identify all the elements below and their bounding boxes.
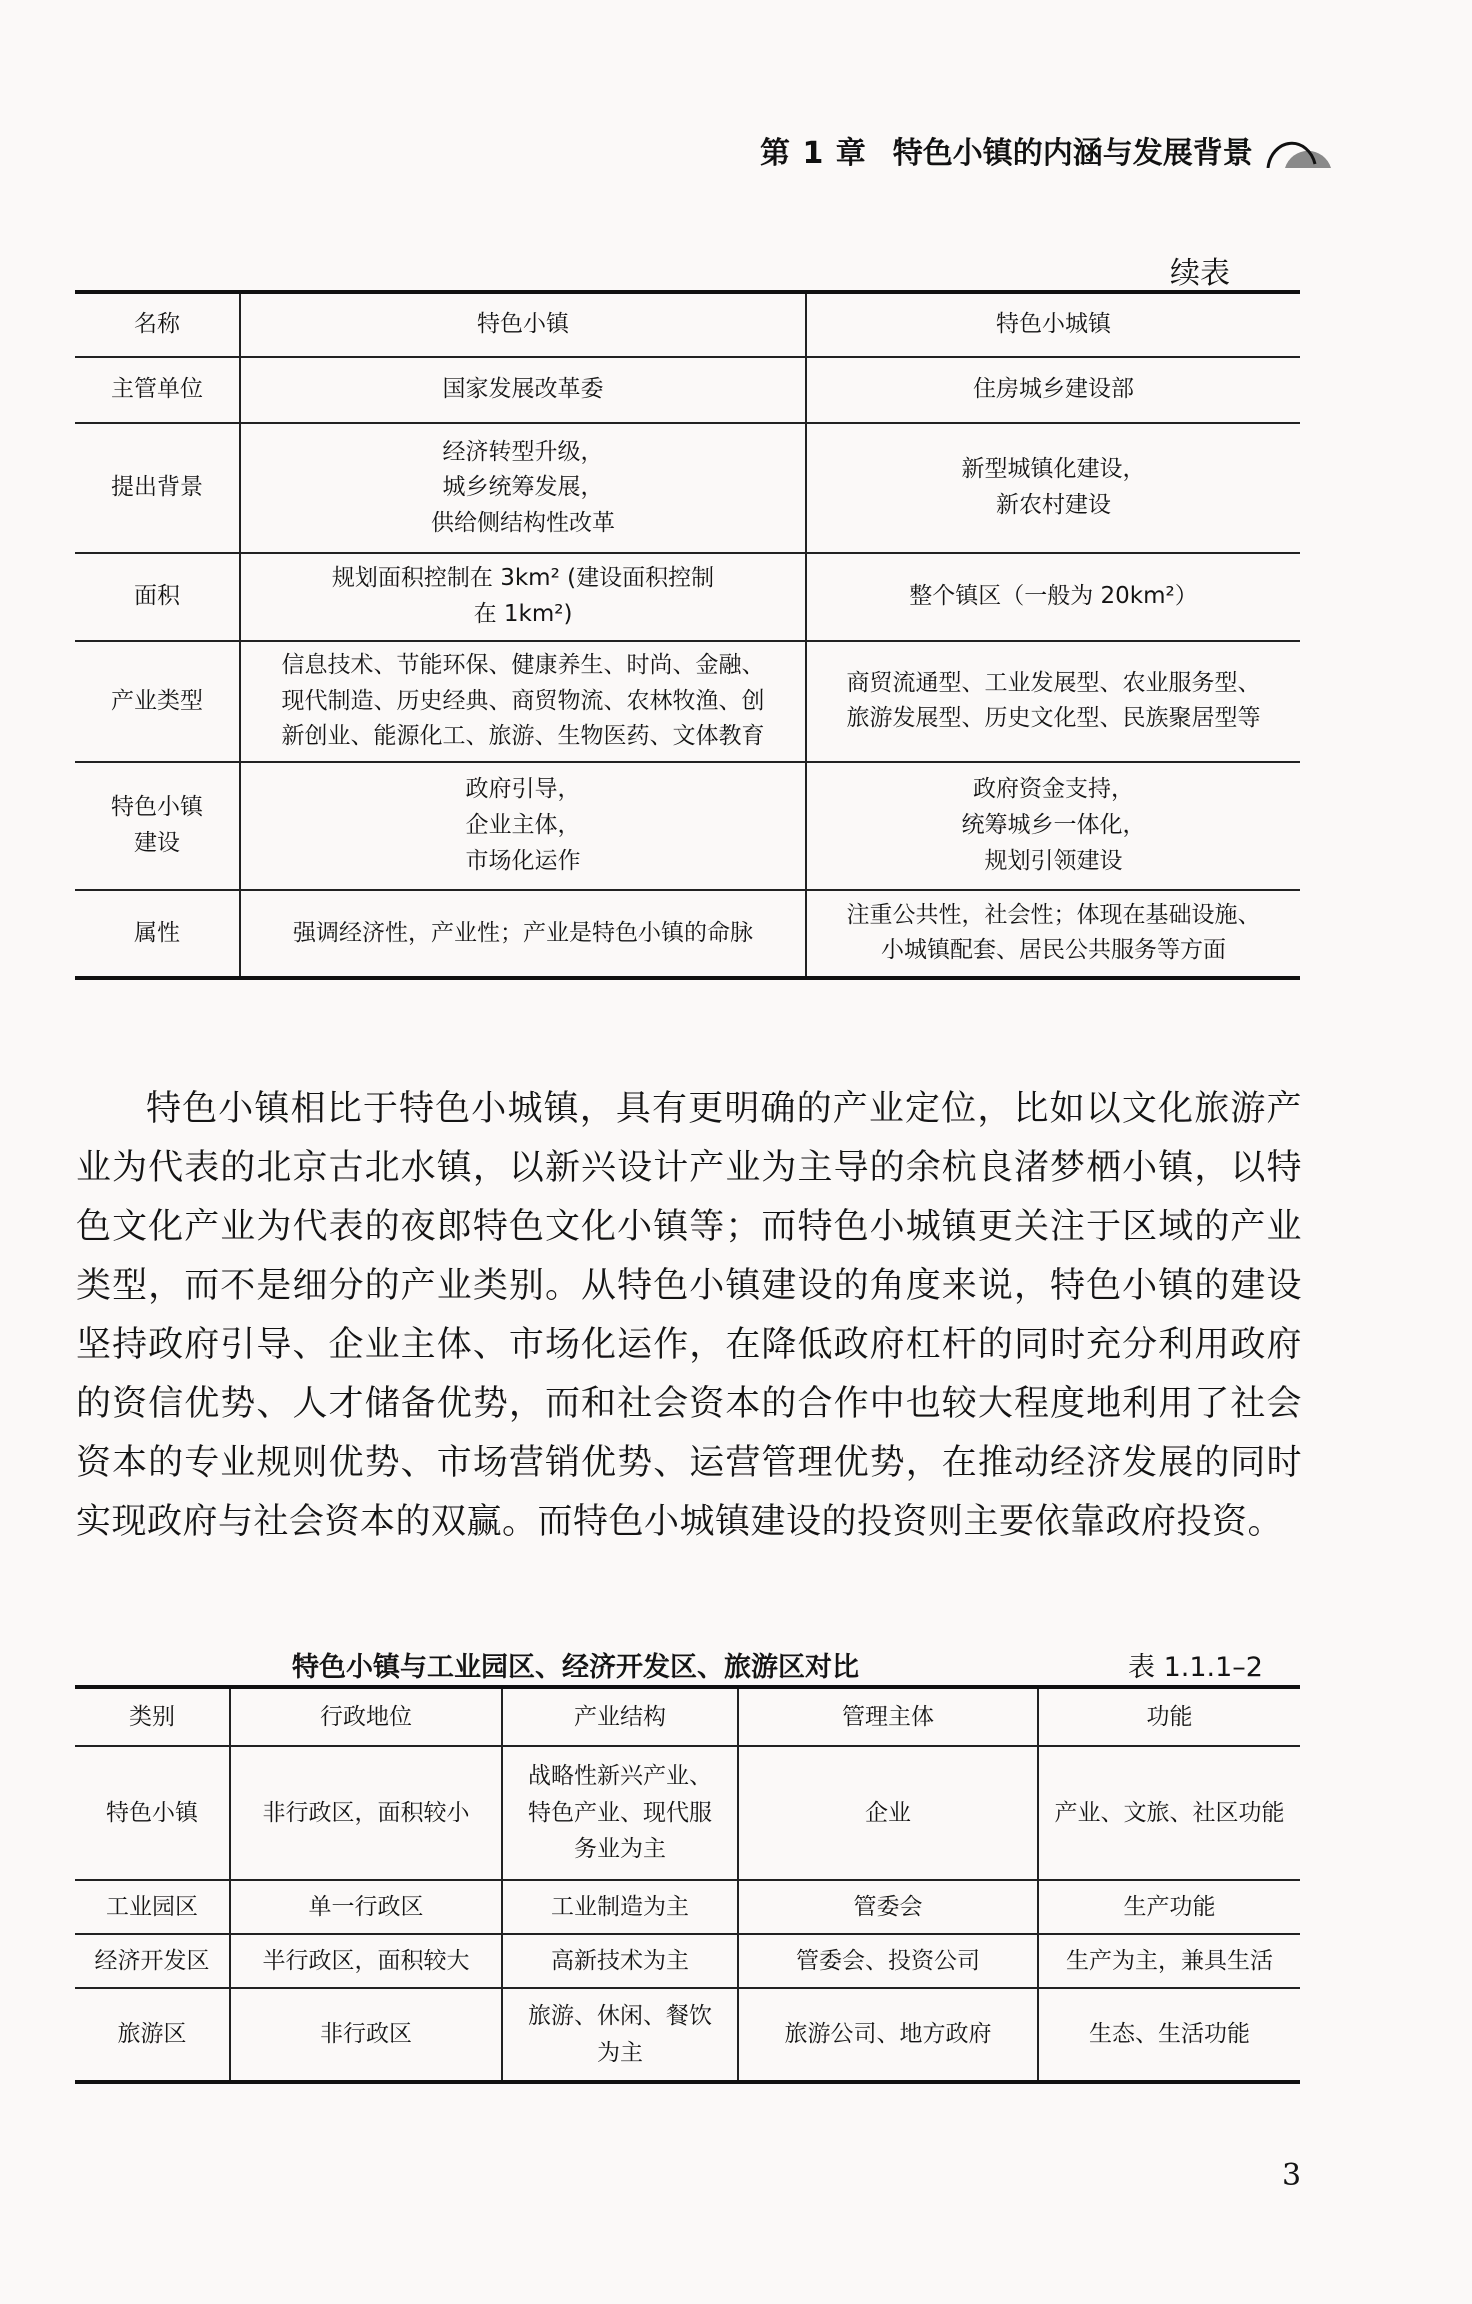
cell-text-line: 规划引领建设 [984, 847, 1123, 874]
cell-text-line: 城乡统筹发展， [442, 474, 604, 501]
cell-text-line: 强调经济性，产业性；产业是特色小镇的命脉 [293, 919, 753, 946]
row-label-cell [75, 553, 240, 641]
table-cell [738, 1934, 1038, 1988]
cell-text-line: 主管单位 [111, 376, 203, 403]
cell-text-line: 产业、文旅、社区功能 [1054, 1799, 1285, 1826]
cell-text-line: 供给侧结构性改革 [431, 509, 615, 536]
table-cell [738, 1746, 1038, 1880]
cell-text-line: 单一行政区 [308, 1893, 424, 1920]
town-cell [240, 423, 806, 553]
cell-text-line: 新创业、能源化工、旅游、生物医药、文体教育 [281, 723, 765, 750]
cell-text-line: 信息技术、节能环保、健康养生、时尚、金融、 [281, 652, 765, 678]
cell-text-line: 在 1km²) [473, 601, 573, 627]
chapter-title: 特色小镇的内涵与发展背景 [892, 136, 1253, 171]
town-cell [240, 890, 806, 978]
column-header: 类别 [75, 1687, 230, 1746]
table-cell [502, 1746, 738, 1880]
row-label-cell [75, 762, 240, 890]
cell-text-line: 建设 [134, 829, 180, 856]
table-row [75, 1934, 1300, 1988]
cell-text-line: 规划面积控制在 3km² (建设面积控制 [331, 565, 715, 592]
cell-text-line: 非行政区，面积较小 [262, 1799, 470, 1826]
cell-text-line: 旅游发展型、历史文化型、民族聚居型等 [846, 705, 1261, 732]
table-row [75, 1988, 1300, 2082]
cell-text-line: 政府资金支持， [973, 776, 1134, 803]
cell-text-line: 管委会、投资公司 [796, 1947, 980, 1974]
cell-text-line: 旅游区 [117, 2021, 187, 2048]
cell-text-line: 务业为主 [574, 1836, 666, 1863]
cell-text-line: 新农村建设 [996, 492, 1111, 518]
town-cell [240, 641, 806, 762]
cell-text-line: 生态、生活功能 [1089, 2021, 1250, 2048]
cell-text-line: 经济转型升级， [442, 438, 604, 465]
cell-text-line: 产业类型 [111, 687, 203, 714]
cell-text-line: 非行政区 [320, 2021, 412, 2048]
cell-text-line: 商贸流通型、工业发展型、农业服务型、 [846, 669, 1261, 696]
table-cell [230, 1746, 502, 1880]
cell-text-line: 经济开发区 [94, 1947, 210, 1974]
table-row [75, 1880, 1300, 1934]
body-paragraph: 特色小镇相比于特色小城镇，具有更明确的产业定位，比如以文化旅游产业为代表的北京古北水镇，以新兴设计产业为主导的余杭良渚梦栖小镇，以特色文化产业为代表的夜郎特色文化小镇等；而特色小城镇更关注于区域的产业类型，而不是细分的产业类别。从特色小镇建设的角度来说，特色小镇的建设坚持政府引导、企业主体、市场化运作，在降低政府杠杆的同时充分利用政府的资信优势、人才储备优势，而和社会资本的合作中也较大程度地利用了社会资本的专业规则优势、市场营销优势、运营管理优势，在推动经济发展的同时实现政府与社会资本的双赢。而特色小城镇建设的投资则主要依靠政府投资。 [76, 1089, 1302, 1542]
cell-text-line: 生产功能 [1123, 1893, 1216, 1920]
cell-text-line: 生产为主，兼具生活 [1066, 1947, 1273, 1974]
cell-text-line: 政府引导， [465, 776, 581, 803]
cell-text-line: 整个镇区（一般为 20km²） [909, 583, 1198, 610]
table-cell [738, 1988, 1038, 2082]
column-header: 名称 [75, 292, 240, 357]
cell-text-line: 战略性新兴产业、 [528, 1762, 712, 1789]
cell-text-line: 统筹城乡一体化， [961, 812, 1146, 839]
small-city-town-cell [806, 423, 1300, 553]
cell-text-line: 企业主体， [465, 812, 581, 839]
small-city-town-cell [806, 762, 1300, 890]
table-number: 表 1.1.1–2 [1128, 1652, 1263, 1683]
cell-text-line: 高新技术为主 [551, 1947, 689, 1974]
table-cell [1038, 1746, 1300, 1880]
cell-text-line: 为主 [597, 2039, 643, 2066]
cell-text-line: 现代制造、历史经典、商贸物流、农林牧渔、创 [281, 687, 765, 714]
column-header: 功能 [1038, 1687, 1300, 1746]
cell-text-line: 属性 [134, 919, 180, 946]
row-label-cell [75, 1746, 230, 1880]
comparison-table-towns [75, 290, 1300, 980]
column-header: 行政地位 [230, 1687, 502, 1746]
row-label-cell [75, 1934, 230, 1988]
cell-text-line: 市场化运作 [465, 847, 581, 874]
table-row [75, 357, 1300, 423]
continued-table-label: 续表 [1170, 256, 1230, 291]
cell-text-line: 旅游、休闲、餐饮 [528, 2002, 712, 2029]
table-row [75, 890, 1300, 978]
column-header: 特色小城镇 [806, 292, 1300, 357]
column-header: 产业结构 [502, 1687, 738, 1746]
table-header-row [75, 1687, 1300, 1746]
town-cell [240, 762, 806, 890]
table-cell [738, 1880, 1038, 1934]
table-cell [502, 1988, 738, 2082]
cell-text-line: 管委会 [853, 1893, 923, 1920]
table-row [75, 553, 1300, 641]
cell-text-line: 工业制造为主 [551, 1893, 689, 1920]
comparison-table-zones [75, 1685, 1300, 2084]
cell-text-line: 注重公共性，社会性；体现在基础设施、 [846, 901, 1261, 928]
row-label-cell [75, 1880, 230, 1934]
cell-text-line: 小城镇配套、居民公共服务等方面 [881, 937, 1226, 964]
dome-ornament-icon [1265, 132, 1335, 168]
table-cell [1038, 1880, 1300, 1934]
column-header: 管理主体 [738, 1687, 1038, 1746]
row-label-cell [75, 357, 240, 423]
row-label-cell [75, 1988, 230, 2082]
chapter-number: 第 1 章 [760, 136, 867, 171]
cell-text-line: 特色产业、现代服 [528, 1799, 712, 1826]
cell-text-line: 特色小镇 [106, 1799, 198, 1826]
table-cell [1038, 1988, 1300, 2082]
table-row [75, 423, 1300, 553]
table-cell [502, 1880, 738, 1934]
cell-text-line: 工业园区 [106, 1893, 198, 1920]
page-number: 3 [1282, 2158, 1302, 2193]
cell-text-line: 半行政区，面积较大 [262, 1947, 470, 1974]
table-row [75, 641, 1300, 762]
row-label-cell [75, 423, 240, 553]
table-title: 特色小镇与工业园区、经济开发区、旅游区对比 [292, 1652, 859, 1683]
column-header: 特色小镇 [240, 292, 806, 357]
table-cell [230, 1988, 502, 2082]
cell-text-line: 新型城镇化建设， [961, 456, 1146, 483]
town-cell [240, 357, 806, 423]
table-cell [230, 1880, 502, 1934]
row-label-cell [75, 890, 240, 978]
table-row [75, 762, 1300, 890]
small-city-town-cell [806, 357, 1300, 423]
cell-text-line: 国家发展改革委 [442, 376, 604, 403]
running-header [760, 128, 1335, 172]
small-city-town-cell [806, 641, 1300, 762]
cell-text-line: 企业 [865, 1799, 911, 1826]
table-cell [502, 1934, 738, 1988]
town-cell [240, 553, 806, 641]
table-cell [230, 1934, 502, 1988]
small-city-town-cell [806, 553, 1300, 641]
cell-text-line: 住房城乡建设部 [973, 376, 1134, 403]
cell-text-line: 特色小镇 [111, 794, 203, 821]
table-row [75, 1746, 1300, 1880]
table-header-row [75, 292, 1300, 357]
cell-text-line: 旅游公司、地方政府 [784, 2021, 992, 2048]
small-city-town-cell [806, 890, 1300, 978]
table-cell [1038, 1934, 1300, 1988]
cell-text-line: 提出背景 [111, 474, 203, 501]
row-label-cell [75, 641, 240, 762]
cell-text-line: 面积 [134, 583, 180, 610]
